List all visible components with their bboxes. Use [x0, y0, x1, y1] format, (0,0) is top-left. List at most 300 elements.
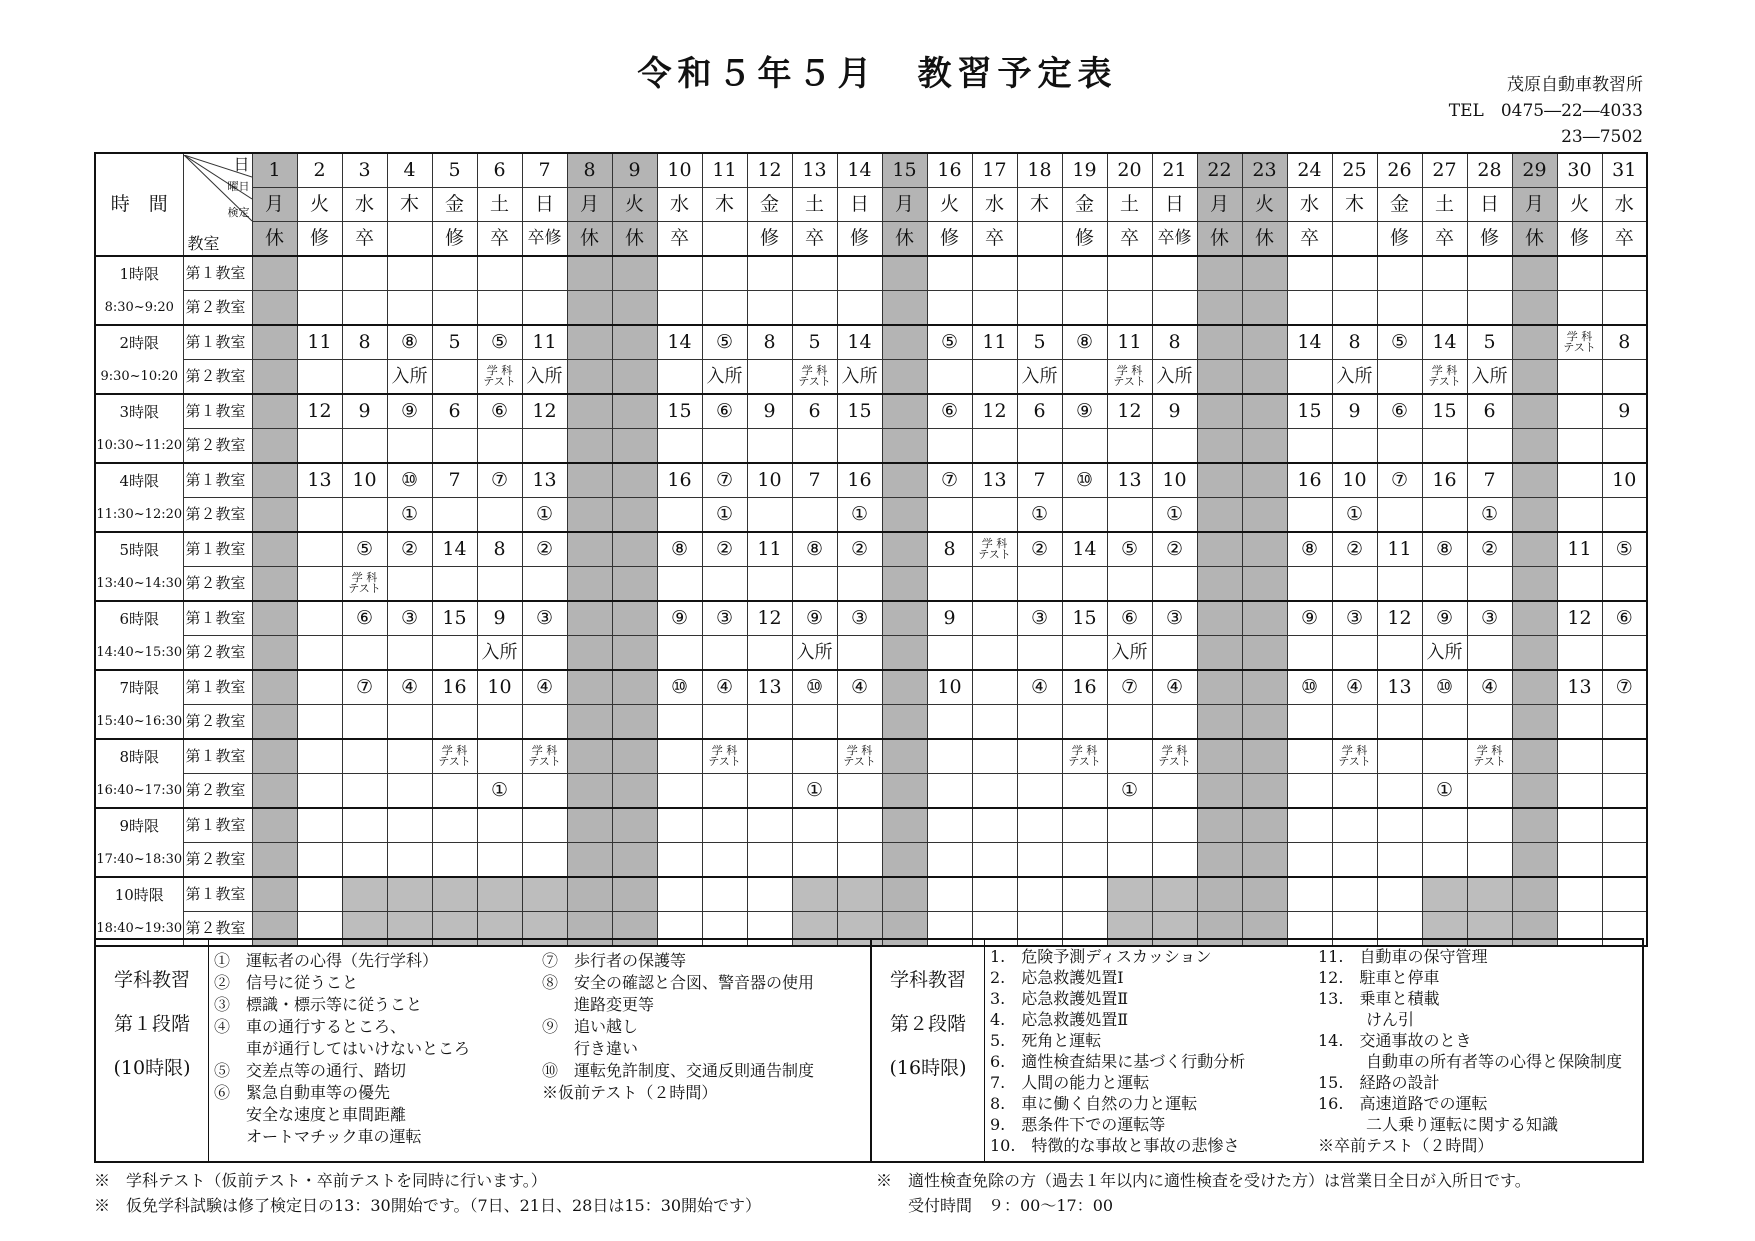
- schedule-cell: [1557, 429, 1602, 464]
- legend-box: [94, 938, 1644, 1163]
- schedule-cell: [747, 877, 792, 912]
- schedule-cell: [477, 705, 522, 740]
- test-type: 休: [252, 222, 297, 257]
- test-mark-line2: テスト: [798, 375, 831, 388]
- schedule-cell: [792, 877, 837, 912]
- schedule-cell: [1422, 567, 1467, 602]
- schedule-cell: [1152, 429, 1197, 464]
- schedule-cell: 10: [747, 463, 792, 498]
- schedule-cell: [1332, 291, 1377, 326]
- schedule-cell: 入所: [1332, 360, 1377, 395]
- schedule-cell: 13: [1557, 670, 1602, 705]
- schedule-cell: [1602, 739, 1647, 774]
- schedule-cell: [1557, 291, 1602, 326]
- test-type: [1332, 222, 1377, 257]
- legend-item: 12. 駐車と停車: [1318, 968, 1440, 987]
- schedule-cell: [612, 705, 657, 740]
- schedule-cell: [1602, 843, 1647, 878]
- schedule-cell: 10: [1602, 463, 1647, 498]
- schedule-cell: [1557, 325, 1602, 360]
- schedule-cell: [252, 739, 297, 774]
- period-name: 6時限: [119, 609, 160, 628]
- schedule-cell: ⑧: [1062, 325, 1107, 360]
- schedule-cell: [342, 498, 387, 533]
- schedule-cell: [297, 808, 342, 843]
- schedule-cell: 5: [1467, 325, 1512, 360]
- schedule-cell: [567, 601, 612, 636]
- weekday: 土: [1422, 188, 1467, 222]
- schedule-cell: [657, 567, 702, 602]
- legend-item: 3. 応急救護処置Ⅱ: [990, 989, 1129, 1008]
- schedule-cell: [1197, 705, 1242, 740]
- schedule-cell: [657, 360, 702, 395]
- schedule-cell: [477, 567, 522, 602]
- schedule-cell: [1062, 429, 1107, 464]
- weekday-label: 曜日: [227, 180, 250, 193]
- test-mark-line1: 学 科: [1341, 744, 1368, 757]
- schedule-cell: ⑥: [1602, 601, 1647, 636]
- schedule-cell: [567, 739, 612, 774]
- period-row: [95, 360, 1647, 395]
- period-time: 18:40~19:30: [96, 920, 183, 936]
- weekday: 金: [1062, 188, 1107, 222]
- period-time: 9:30~10:20: [100, 368, 179, 384]
- schedule-cell: [972, 601, 1017, 636]
- legend-item: ⑤ 交差点等の通行、踏切: [214, 1061, 407, 1080]
- schedule-cell: [927, 774, 972, 809]
- test-mark: [1113, 365, 1146, 387]
- schedule-cell: [1062, 774, 1107, 809]
- schedule-cell: [1557, 394, 1602, 429]
- schedule-cell: [567, 498, 612, 533]
- legend-item: ① 運転者の心得（先行学科）: [214, 951, 439, 970]
- schedule-cell: [882, 463, 927, 498]
- schedule-cell: [432, 877, 477, 912]
- schedule-cell: [837, 256, 882, 291]
- schedule-cell: [1467, 429, 1512, 464]
- schedule-cell: ②: [1152, 532, 1197, 567]
- day-number: 13: [792, 153, 837, 188]
- weekday: 木: [702, 188, 747, 222]
- room-label: 第１教室: [183, 463, 252, 498]
- legend-item: 7. 人間の能力と運転: [990, 1073, 1150, 1092]
- schedule-cell: [1467, 877, 1512, 912]
- legend-item: ④ 車の通行するところ、: [214, 1017, 407, 1036]
- schedule-cell: [927, 636, 972, 671]
- day-number: 2: [297, 153, 342, 188]
- schedule-cell: [432, 256, 477, 291]
- weekday: 日: [522, 188, 567, 222]
- schedule-cell: [972, 705, 1017, 740]
- schedule-cell: [1512, 291, 1557, 326]
- schedule-cell: [1152, 705, 1197, 740]
- schedule-cell: [612, 567, 657, 602]
- test-mark-line1: 学 科: [711, 744, 738, 757]
- schedule-cell: [567, 567, 612, 602]
- schedule-cell: [1107, 256, 1152, 291]
- schedule-cell: [882, 636, 927, 671]
- schedule-cell: [1377, 360, 1422, 395]
- schedule-cell: [1512, 463, 1557, 498]
- school-name: 茂原自動車教習所: [1507, 75, 1643, 95]
- schedule-cell: 10: [1152, 463, 1197, 498]
- schedule-cell: [522, 774, 567, 809]
- schedule-cell: [972, 532, 1017, 567]
- schedule-cell: [1242, 429, 1287, 464]
- schedule-cell: [432, 429, 477, 464]
- schedule-cell: [1287, 291, 1332, 326]
- schedule-cell: [567, 325, 612, 360]
- weekday: 木: [387, 188, 432, 222]
- schedule-cell: [1422, 877, 1467, 912]
- schedule-cell: [252, 843, 297, 878]
- schedule-cell: [1242, 739, 1287, 774]
- schedule-cell: [1197, 532, 1242, 567]
- test-type: 修: [297, 222, 342, 257]
- schedule-cell: [1287, 498, 1332, 533]
- test-type: 修: [1557, 222, 1602, 257]
- schedule-cell: [882, 739, 927, 774]
- schedule-cell: [432, 360, 477, 395]
- schedule-cell: [252, 291, 297, 326]
- schedule-cell: 14: [837, 325, 882, 360]
- schedule-cell: [522, 429, 567, 464]
- day-number: 16: [927, 153, 972, 188]
- schedule-cell: ⑩: [1062, 463, 1107, 498]
- period-name: 8時限: [119, 747, 160, 766]
- schedule-cell: [1197, 808, 1242, 843]
- schedule-cell: [882, 808, 927, 843]
- schedule-cell: [297, 601, 342, 636]
- schedule-cell: ⑦: [927, 463, 972, 498]
- period-name: 4時限: [119, 471, 160, 490]
- schedule-cell: [657, 808, 702, 843]
- legend-item: 行き違い: [542, 1039, 639, 1058]
- schedule-cell: [1602, 567, 1647, 602]
- schedule-cell: [1107, 808, 1152, 843]
- legend2-label: [872, 958, 984, 1090]
- day-number: 30: [1557, 153, 1602, 188]
- schedule-cell: 11: [522, 325, 567, 360]
- legend-item: 2. 応急救護処置Ⅰ: [990, 968, 1124, 987]
- schedule-cell: [1287, 843, 1332, 878]
- schedule-cell: [657, 636, 702, 671]
- schedule-cell: [1242, 843, 1287, 878]
- schedule-cell: ⑩: [1287, 670, 1332, 705]
- day-number: 27: [1422, 153, 1467, 188]
- schedule-cell: [252, 256, 297, 291]
- schedule-cell: ⑨: [1287, 601, 1332, 636]
- schedule-cell: ③: [837, 601, 882, 636]
- schedule-cell: ①: [522, 498, 567, 533]
- room-label: 第２教室: [183, 291, 252, 326]
- schedule-cell: [612, 360, 657, 395]
- schedule-cell: [882, 705, 927, 740]
- test-type: 卒: [657, 222, 702, 257]
- weekday: 月: [567, 188, 612, 222]
- schedule-cell: 13: [747, 670, 792, 705]
- schedule-cell: [477, 256, 522, 291]
- schedule-cell: 14: [1422, 325, 1467, 360]
- schedule-cell: [747, 843, 792, 878]
- period-row: [95, 463, 1647, 498]
- day-number: 11: [702, 153, 747, 188]
- weekday: 火: [1557, 188, 1602, 222]
- schedule-cell: [297, 843, 342, 878]
- weekday: 火: [1242, 188, 1287, 222]
- schedule-cell: ①: [1467, 498, 1512, 533]
- weekday: 火: [297, 188, 342, 222]
- schedule-cell: ⑤: [927, 325, 972, 360]
- legend-item: 14. 交通事故のとき: [1318, 1031, 1472, 1050]
- schedule-cell: [1332, 739, 1377, 774]
- schedule-cell: ④: [837, 670, 882, 705]
- test-mark: [843, 745, 876, 767]
- schedule-cell: ③: [522, 601, 567, 636]
- schedule-cell: [837, 739, 882, 774]
- schedule-cell: [882, 256, 927, 291]
- test-mark-line2: テスト: [1338, 755, 1371, 768]
- schedule-cell: [1422, 360, 1467, 395]
- schedule-cell: [1422, 429, 1467, 464]
- schedule-cell: [387, 636, 432, 671]
- schedule-cell: [1377, 877, 1422, 912]
- day-number: 12: [747, 153, 792, 188]
- test-mark: [1473, 745, 1506, 767]
- schedule-cell: [1557, 877, 1602, 912]
- schedule-cell: 入所: [1107, 636, 1152, 671]
- schedule-cell: [1197, 429, 1242, 464]
- schedule-cell: [1557, 256, 1602, 291]
- schedule-cell: 入所: [477, 636, 522, 671]
- legend-item: ⑨ 追い越し: [542, 1017, 639, 1036]
- schedule-cell: ①: [1152, 498, 1197, 533]
- schedule-cell: [1467, 843, 1512, 878]
- test-mark-line1: 学 科: [1476, 744, 1503, 757]
- schedule-cell: [297, 532, 342, 567]
- schedule-cell: ⑩: [387, 463, 432, 498]
- schedule-cell: 15: [837, 394, 882, 429]
- test-type: 修: [1377, 222, 1422, 257]
- schedule-cell: [1557, 360, 1602, 395]
- schedule-cell: [1422, 739, 1467, 774]
- schedule-cell: ⑤: [342, 532, 387, 567]
- test-mark-line1: 学 科: [846, 744, 873, 757]
- test-mark-line1: 学 科: [1431, 364, 1458, 377]
- schedule-cell: [612, 843, 657, 878]
- schedule-cell: [252, 429, 297, 464]
- schedule-cell: [252, 532, 297, 567]
- schedule-cell: ⑤: [1107, 532, 1152, 567]
- test-mark-line2: テスト: [978, 548, 1011, 561]
- schedule-cell: [432, 808, 477, 843]
- schedule-cell: ②: [1332, 532, 1377, 567]
- schedule-cell: [657, 429, 702, 464]
- schedule-cell: [612, 601, 657, 636]
- schedule-cell: [747, 705, 792, 740]
- schedule-cell: [927, 739, 972, 774]
- schedule-cell: [477, 877, 522, 912]
- period-time-cell: [95, 601, 183, 670]
- schedule-cell: [1512, 774, 1557, 809]
- period-time: 16:40~17:30: [96, 782, 183, 798]
- schedule-cell: ①: [837, 498, 882, 533]
- schedule-cell: [477, 429, 522, 464]
- schedule-cell: [342, 567, 387, 602]
- test-mark-line1: 学 科: [801, 364, 828, 377]
- weekday: 月: [252, 188, 297, 222]
- schedule-cell: [747, 567, 792, 602]
- schedule-cell: 8: [1602, 325, 1647, 360]
- period-name: 3時限: [119, 402, 160, 421]
- schedule-cell: [387, 256, 432, 291]
- test-mark-line1: 学 科: [441, 744, 468, 757]
- schedule-cell: ①: [477, 774, 522, 809]
- schedule-cell: [1332, 256, 1377, 291]
- schedule-cell: [477, 739, 522, 774]
- schedule-cell: [567, 291, 612, 326]
- schedule-cell: [342, 636, 387, 671]
- schedule-cell: 5: [792, 325, 837, 360]
- period-time-cell: [95, 394, 183, 463]
- day-number: 17: [972, 153, 1017, 188]
- schedule-cell: [657, 877, 702, 912]
- schedule-cell: 8: [342, 325, 387, 360]
- schedule-cell: [567, 360, 612, 395]
- test-mark-line2: テスト: [438, 755, 471, 768]
- legend-item: ※卒前テスト（２時間）: [1318, 1136, 1494, 1155]
- schedule-cell: [792, 567, 837, 602]
- schedule-cell: [252, 325, 297, 360]
- schedule-cell: ⑦: [1377, 463, 1422, 498]
- schedule-cell: 5: [432, 325, 477, 360]
- schedule-cell: [837, 429, 882, 464]
- schedule-cell: [1377, 774, 1422, 809]
- room-label: 第２教室: [183, 360, 252, 395]
- schedule-cell: 12: [747, 601, 792, 636]
- schedule-cell: [477, 360, 522, 395]
- schedule-cell: [882, 567, 927, 602]
- schedule-cell: [1062, 636, 1107, 671]
- test-type: 卒: [1287, 222, 1332, 257]
- legend-item: 16. 高速道路での運転: [1318, 1094, 1488, 1113]
- schedule-cell: [1017, 774, 1062, 809]
- notes-right: [876, 1168, 1531, 1218]
- day-label: 日: [233, 155, 250, 174]
- schedule-cell: [1242, 877, 1287, 912]
- school-tel2: 23―7502: [1561, 127, 1643, 147]
- schedule-cell: [882, 291, 927, 326]
- test-mark-line1: 学 科: [351, 571, 378, 584]
- schedule-cell: [972, 739, 1017, 774]
- period-row: [95, 325, 1647, 360]
- schedule-cell: [1242, 705, 1287, 740]
- test-type: 休: [1242, 222, 1287, 257]
- schedule-cell: [927, 843, 972, 878]
- schedule-cell: [927, 498, 972, 533]
- period-time: 15:40~16:30: [96, 713, 183, 729]
- schedule-cell: [1332, 774, 1377, 809]
- schedule-cell: 9: [342, 394, 387, 429]
- schedule-cell: 6: [1467, 394, 1512, 429]
- schedule-cell: 入所: [1467, 360, 1512, 395]
- schedule-cell: 11: [1377, 532, 1422, 567]
- schedule-cell: ③: [1467, 601, 1512, 636]
- schedule-cell: 7: [1017, 463, 1062, 498]
- schedule-cell: ⑩: [657, 670, 702, 705]
- schedule-cell: [1377, 498, 1422, 533]
- time-header: 時 間: [95, 153, 183, 256]
- weekday: 土: [477, 188, 522, 222]
- schedule-cell: [252, 705, 297, 740]
- schedule-cell: ⑤: [1377, 325, 1422, 360]
- schedule-cell: [342, 429, 387, 464]
- schedule-cell: [1197, 670, 1242, 705]
- room-label: 第２教室: [183, 429, 252, 464]
- legend-item: 15. 経路の設計: [1318, 1073, 1440, 1092]
- schedule-cell: [297, 291, 342, 326]
- schedule-cell: 15: [1062, 601, 1107, 636]
- schedule-cell: [1287, 567, 1332, 602]
- schedule-cell: [1017, 705, 1062, 740]
- day-number: 4: [387, 153, 432, 188]
- schedule-cell: [1017, 291, 1062, 326]
- test-type: [702, 222, 747, 257]
- schedule-cell: [297, 877, 342, 912]
- test-mark-line1: 学 科: [531, 744, 558, 757]
- schedule-cell: [612, 636, 657, 671]
- day-number: 9: [612, 153, 657, 188]
- test-type: 修: [1467, 222, 1512, 257]
- schedule-cell: [252, 774, 297, 809]
- schedule-cell: [522, 256, 567, 291]
- schedule-cell: [252, 394, 297, 429]
- day-number: 19: [1062, 153, 1107, 188]
- schedule-cell: [522, 705, 567, 740]
- schedule-cell: 12: [1107, 394, 1152, 429]
- schedule-cell: 6: [1017, 394, 1062, 429]
- legend1-label-line: 第１段階: [113, 1013, 190, 1035]
- weekday: 水: [1287, 188, 1332, 222]
- schedule-cell: [252, 636, 297, 671]
- schedule-cell: [1377, 808, 1422, 843]
- schedule-cell: ⑥: [1107, 601, 1152, 636]
- legend1-label-line: 学科教習: [113, 969, 190, 991]
- schedule-cell: [1242, 636, 1287, 671]
- schedule-cell: [342, 774, 387, 809]
- schedule-cell: [1287, 256, 1332, 291]
- legend-item: 9. 悪条件下での運転等: [990, 1115, 1166, 1134]
- schedule-cell: [792, 256, 837, 291]
- schedule-cell: [1152, 256, 1197, 291]
- test-mark: [438, 745, 471, 767]
- room-label: 第１教室: [183, 877, 252, 912]
- schedule-cell: [972, 567, 1017, 602]
- schedule-cell: [522, 808, 567, 843]
- schedule-cell: [1557, 636, 1602, 671]
- schedule-cell: [612, 670, 657, 705]
- school-tel: TEL 0475―22―4033: [1448, 101, 1643, 121]
- schedule-cell: [747, 291, 792, 326]
- schedule-cell: 13: [1377, 670, 1422, 705]
- schedule-cell: [342, 808, 387, 843]
- period-time: 17:40~18:30: [96, 851, 183, 867]
- schedule-cell: ⑧: [1422, 532, 1467, 567]
- schedule-cell: [612, 463, 657, 498]
- schedule-cell: 16: [1422, 463, 1467, 498]
- schedule-cell: [747, 429, 792, 464]
- schedule-cell: 10: [342, 463, 387, 498]
